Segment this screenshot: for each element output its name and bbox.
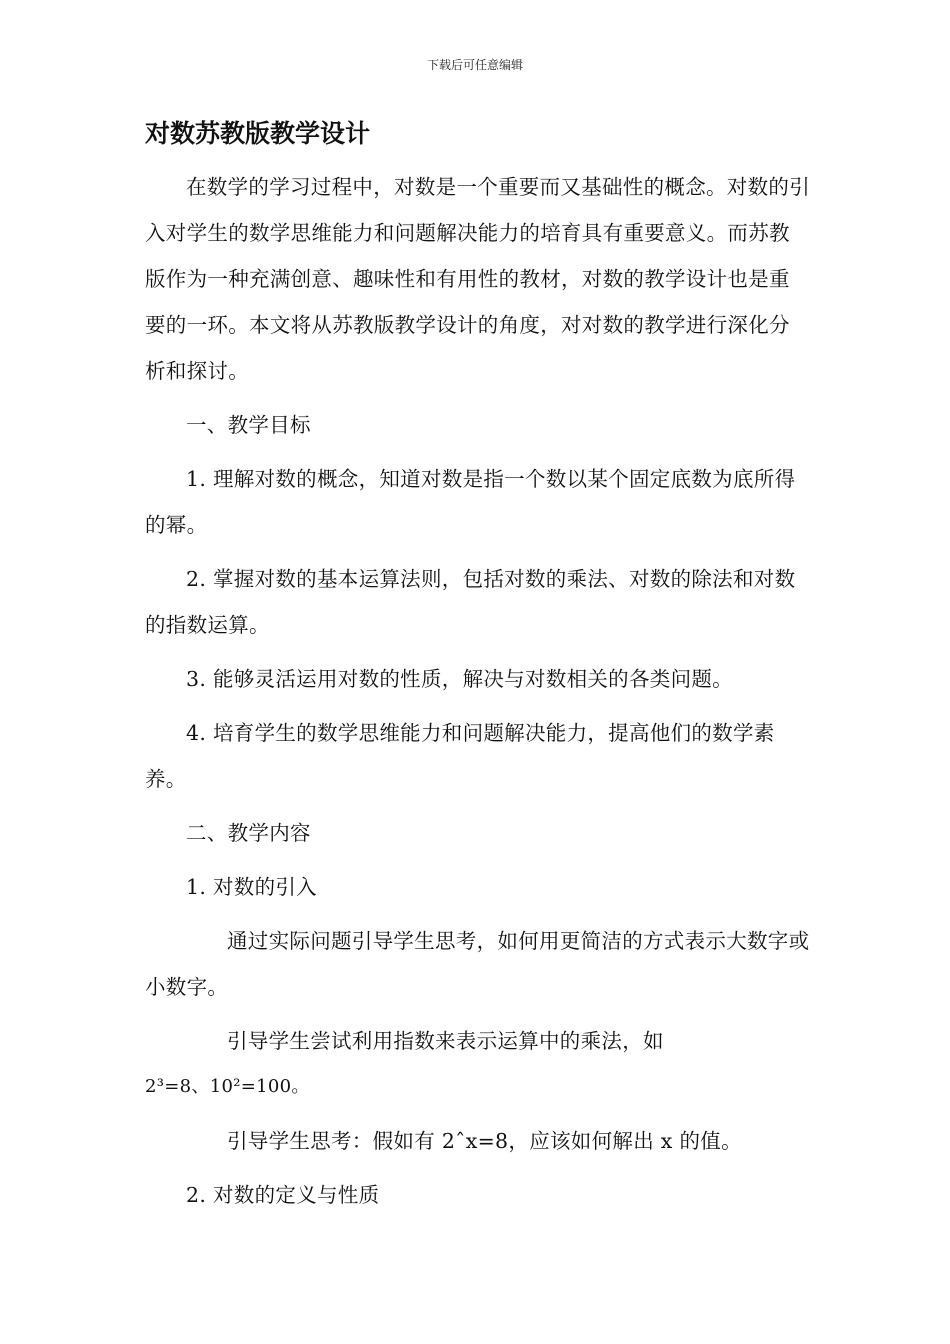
section-heading-goals: 一、教学目标 <box>186 413 311 437</box>
intro-paragraph-1: 通过实际问题引导学生思考，如何用更简洁的方式表示大数字或小数字。 <box>145 929 810 999</box>
document-title: 对数苏教版教学设计 <box>145 119 371 148</box>
intro-paragraph-2-line-2: 2³=8、10²=100。 <box>145 1076 310 1097</box>
goal-item-3: 3. 能够灵活运用对数的性质，解决与对数相关的各类问题。 <box>186 667 733 691</box>
document-body <box>145 164 810 1218</box>
intro-paragraph: 在数学的学习过程中，对数是一个重要而又基础性的概念。对数的引入对学生的数学思维能力和问题解决能力的培育具有重要意义。而苏教版作为一种充满创意、趣味性和有用性的教材，对数的教学设计也是重要的一环。本文将从苏教版教学设计的角度，对对数的教学进行深化分析和探讨。 <box>145 175 810 383</box>
intro-paragraph-3: 引导学生思考：假如有 2ˆx=8，应该如何解出 x 的值。 <box>227 1129 742 1153</box>
section-heading-content: 二、教学内容 <box>186 821 311 845</box>
goal-item-4: 4. 培育学生的数学思维能力和问题解决能力，提高他们的数学素养。 <box>145 721 775 791</box>
goal-item-2: 2. 掌握对数的基本运算法则，包括对数的乘法、对数的除法和对数的指数运算。 <box>145 567 796 637</box>
page-header: 下载后可任意编辑 <box>426 58 523 72</box>
subsection-heading-intro: 1. 对数的引入 <box>186 875 317 899</box>
intro-paragraph-2-line-1: 引导学生尝试利用指数来表示运算中的乘法，如 <box>227 1029 664 1053</box>
subsection-heading-definition: 2. 对数的定义与性质 <box>186 1183 380 1207</box>
goal-item-1: 1. 理解对数的概念，知道对数是指一个数以某个固定底数为底所得的幂。 <box>145 467 796 537</box>
